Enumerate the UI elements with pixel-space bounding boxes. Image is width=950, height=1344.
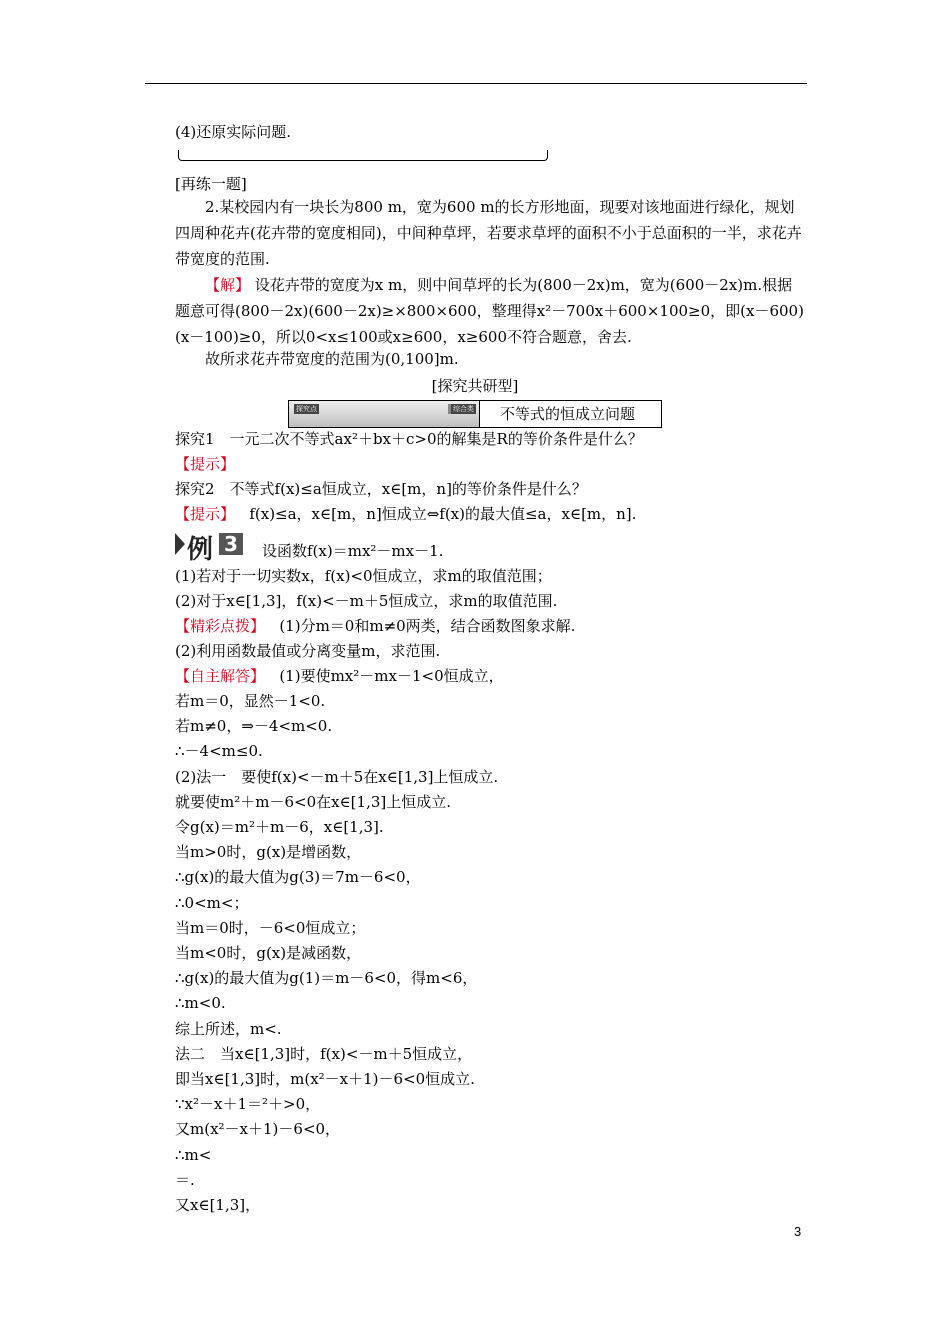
tip-line-2: (2)利用函数最值或分离变量m，求范围. — [175, 642, 441, 660]
explore-1: 探究1 一元二次不等式ax²＋bx＋c>0的解集是R的等价条件是什么？ — [175, 430, 643, 448]
banner-graphic — [289, 401, 480, 427]
example-label: 例 — [187, 535, 214, 565]
solution-line: 综上所述，m<. — [175, 1019, 282, 1038]
solution-line: 当m>0时，g(x)是增函数， — [175, 843, 362, 862]
solution-line: ∴g(x)的最大值为g(3)＝7m－6<0， — [175, 868, 421, 887]
self-label: 【自主解答】 — [175, 667, 266, 685]
solution-line: 即当x∈[1,3]时，m(x²－x＋1)－6<0恒成立. — [175, 1070, 475, 1088]
arrow-icon — [175, 533, 185, 555]
tip-label: 【精彩点拨】 — [175, 617, 266, 635]
explore-2: 探究2 不等式f(x)≤a恒成立，x∈[m，n]的等价条件是什么？ — [175, 480, 587, 498]
solution-line: ∴g(x)的最大值为g(1)＝m－6<0，得m<6， — [175, 969, 478, 988]
hint-label-2: 【提示】 — [175, 505, 236, 523]
solution-line: 就要使m²＋m－6<0在x∈[1,3]上恒成立. — [175, 792, 452, 811]
solution-line: ＝. — [175, 1170, 195, 1189]
solution-line: 又m(x²－x＋1)－6<0， — [175, 1120, 341, 1139]
solution-text: 设花卉带的宽度为x m，则中间草坪的长为(800－2x)m，宽为(600－2x)m.根据题意可得(800－2x)(600－2x)≥×800×600，整理得x²－700x＋600×100≥0，即(x－600)(x－100)≥0，所以0<x≤100或x≥600，x≥600不符合题意，舍去. — [175, 276, 804, 346]
solution-line: 当m<0时，g(x)是减函数， — [175, 944, 362, 962]
solution-line: 令g(x)＝m²＋m－6，x∈[1,3]. — [175, 818, 384, 836]
section-header: [探究共研型] — [431, 377, 519, 395]
example-statement: 设函数f(x)＝mx²－mx－1. — [262, 542, 444, 560]
page-number: 3 — [794, 1224, 802, 1239]
hint-2 — [175, 504, 636, 524]
practice-header: [再练一题] — [175, 175, 247, 193]
example-badge — [175, 531, 245, 565]
bracket-line — [178, 150, 548, 161]
solution-line: (2)法一 要使f(x)<－m＋5在x∈[1,3]上恒成立. — [175, 767, 499, 786]
banner-tag-right: 综合类 — [448, 404, 476, 414]
hint-label-1: 【提示】 — [175, 455, 236, 473]
solution-line: 法二 当x∈[1,3]时，f(x)<－m＋5恒成立， — [175, 1044, 473, 1063]
conclusion-text: 故所求花卉带宽度的范围为(0,100]m. — [205, 350, 459, 368]
tip-line-1 — [175, 616, 575, 636]
banner-title: 不等式的恒成立问题 — [500, 405, 636, 423]
header-rule — [145, 83, 807, 84]
solution-line: ∵x²－x＋1＝²＋>0， — [175, 1095, 321, 1114]
example-q1: (1)若对于一切实数x，f(x)<0恒成立，求m的取值范围； — [175, 567, 552, 585]
solution-line: 若m＝0，显然－1<0. — [175, 692, 326, 710]
banner-tag-left: 探究点 — [296, 405, 317, 413]
hint-2-text: f(x)≤a，x∈[m，n]恒成立⇔f(x)的最大值≤a，x∈[m，n]. — [249, 505, 637, 523]
solution-line: ∴m< — [175, 1145, 212, 1164]
topic-banner — [288, 400, 662, 428]
step4-text: (4)还原实际问题. — [175, 123, 292, 141]
solution-line: 当m＝0时，－6<0恒成立； — [175, 918, 366, 937]
solution-line: ∴0<m<； — [175, 893, 249, 912]
solution-label: 【解】 — [205, 276, 251, 294]
example-q2: (2)对于x∈[1,3]，f(x)<－m＋5恒成立，求m的取值范围. — [175, 592, 558, 610]
solution-line: ∴－4<m≤0. — [175, 742, 263, 761]
self-solution-line — [175, 666, 504, 686]
solution-paragraph — [175, 272, 807, 350]
example-number: 3 — [219, 533, 243, 555]
tip-text: (1)分m＝0和m≠0两类，结合函数图象求解. — [279, 617, 576, 635]
solution-line: ∴m<0. — [175, 994, 226, 1013]
solution-line: 又x∈[1,3]， — [175, 1196, 261, 1214]
solution-line: 若m≠0，⇒－4<m<0. — [175, 717, 333, 736]
self-text: (1)要使mx²－mx－1<0恒成立， — [279, 667, 504, 685]
problem-2: 2.某校园内有一块长为800 m，宽为600 m的长方形地面，现要对该地面进行绿化，规划四周种花卉(花卉带的宽度相同)，中间种草坪，若要求草坪的面积不小于总面积的一半，求花卉带宽度的范围. — [175, 198, 802, 268]
